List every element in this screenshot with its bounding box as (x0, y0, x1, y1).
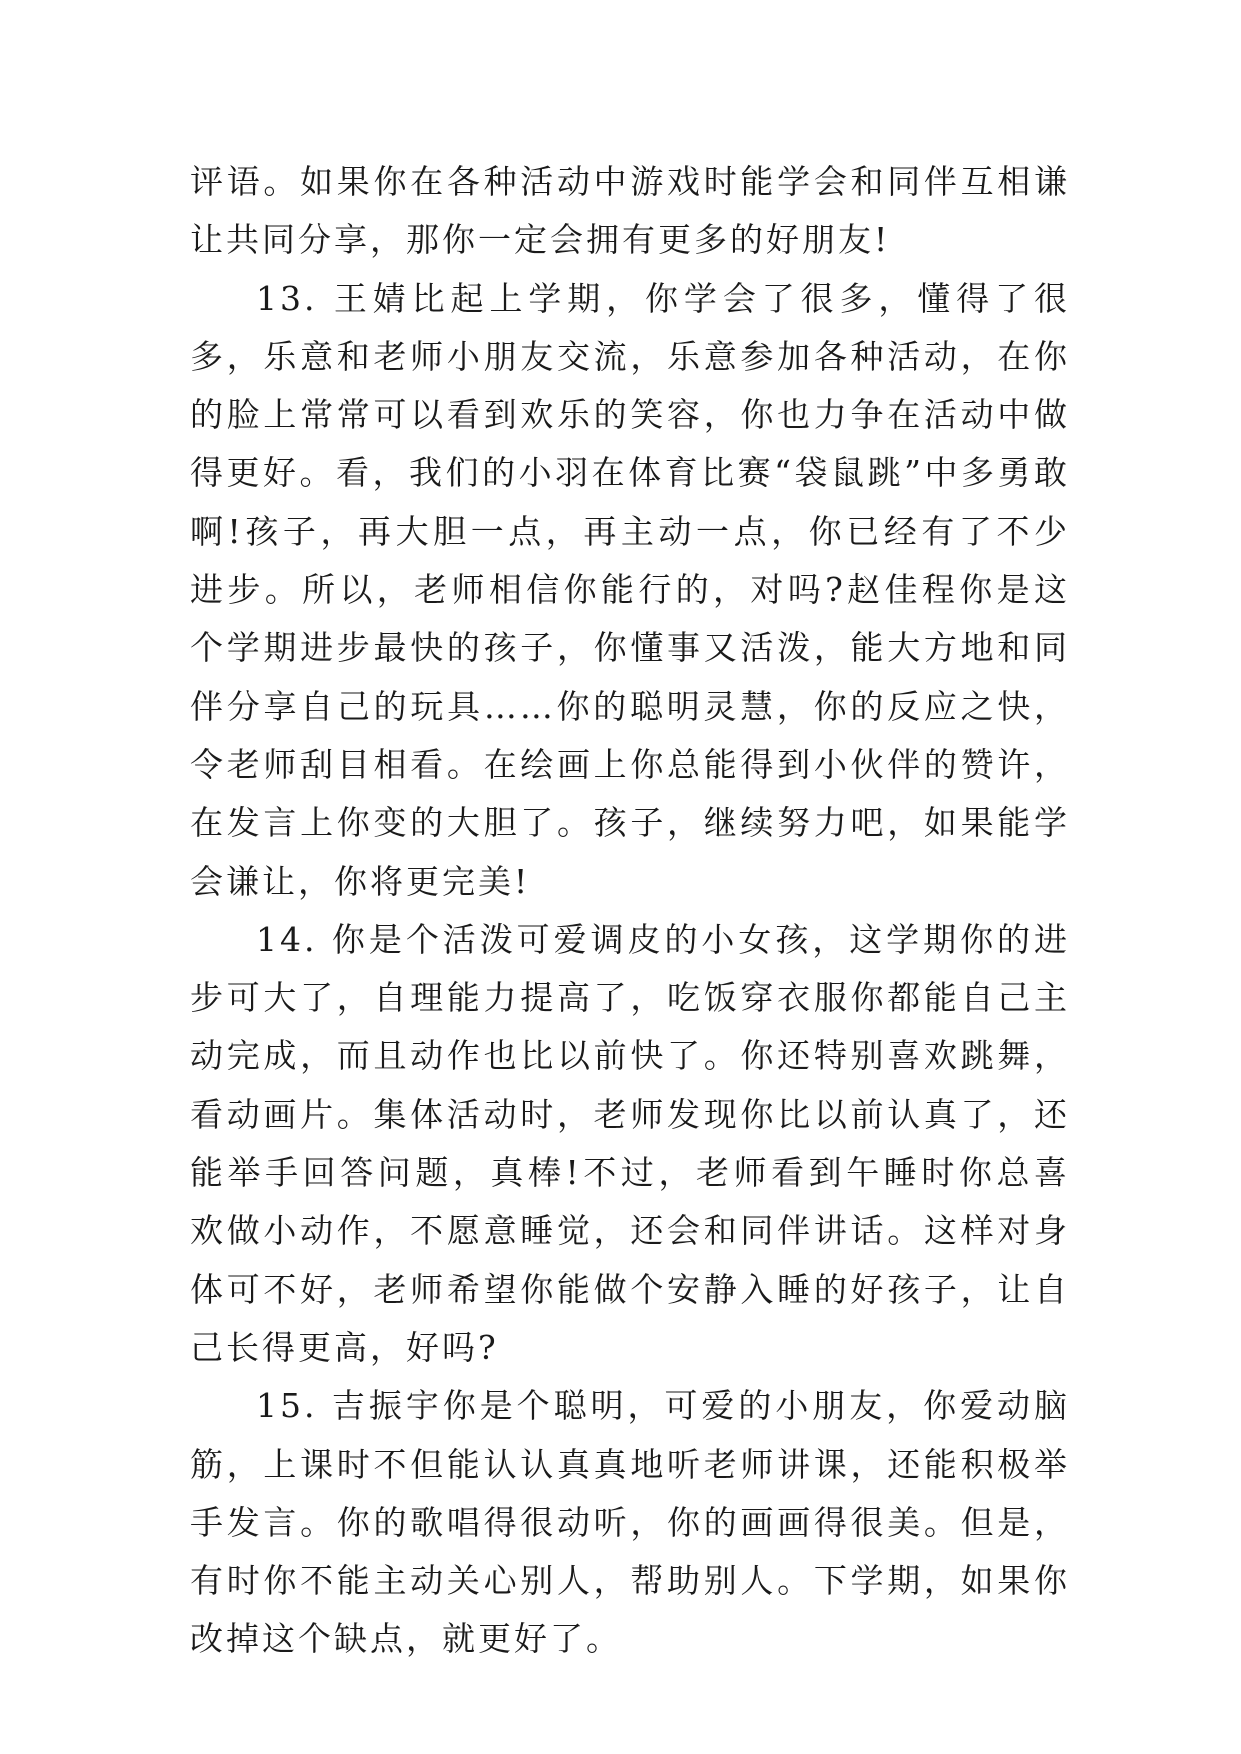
paragraph-item-13: 13. 王婧比起上学期，你学会了很多，懂得了很多，乐意和老师小朋友交流，乐意参加各种活动，在你的脸上常常可以看到欢乐的笑容，你也力争在活动中做得更好。看，我们的小羽在体育比赛“袋鼠跳”中多勇敢啊!孩子，再大胆一点，再主动一点，你已经有了不少进步。所以，老师相信你能行的，对吗?赵佳程你是这个学期进步最快的孩子，你懂事又活泼，能大方地和同伴分享自己的玩具……你的聪明灵慧，你的反应之快，令老师刮目相看。在绘画上你总能得到小伙伴的赞许，在发言上你变的大胆了。孩子，继续努力吧，如果能学会谦让，你将更完美! (190, 278, 1070, 901)
paragraph-item-14: 14. 你是个活泼可爱调皮的小女孩，这学期你的进步可大了，自理能力提高了，吃饭穿衣服你都能自己主动完成，而且动作也比以前快了。你还特别喜欢跳舞，看动画片。集体活动时，老师发现你比以前认真了，还能举手回答问题，真棒!不过，老师看到午睡时你总喜欢做小动作，不愿意睡觉，还会和同伴讲话。这样对身体可不好，老师希望你能做个安静入睡的好孩子，让自己长得更高，好吗? (190, 919, 1070, 1367)
paragraph-continuation: 评语。如果你在各种活动中游戏时能学会和同伴互相谦让共同分享，那你一定会拥有更多的好朋友! (190, 162, 1070, 260)
paragraph-item-15: 15. 吉振宇你是个聪明，可爱的小朋友，你爱动脑筋，上课时不但能认认真真地听老师讲课，还能积极举手发言。你的歌唱得很动听，你的画画得很美。但是，有时你不能主动关心别人，帮助别人。下学期，如果你改掉这个缺点，就更好了。 (190, 1386, 1070, 1659)
document-body (190, 153, 1070, 1669)
